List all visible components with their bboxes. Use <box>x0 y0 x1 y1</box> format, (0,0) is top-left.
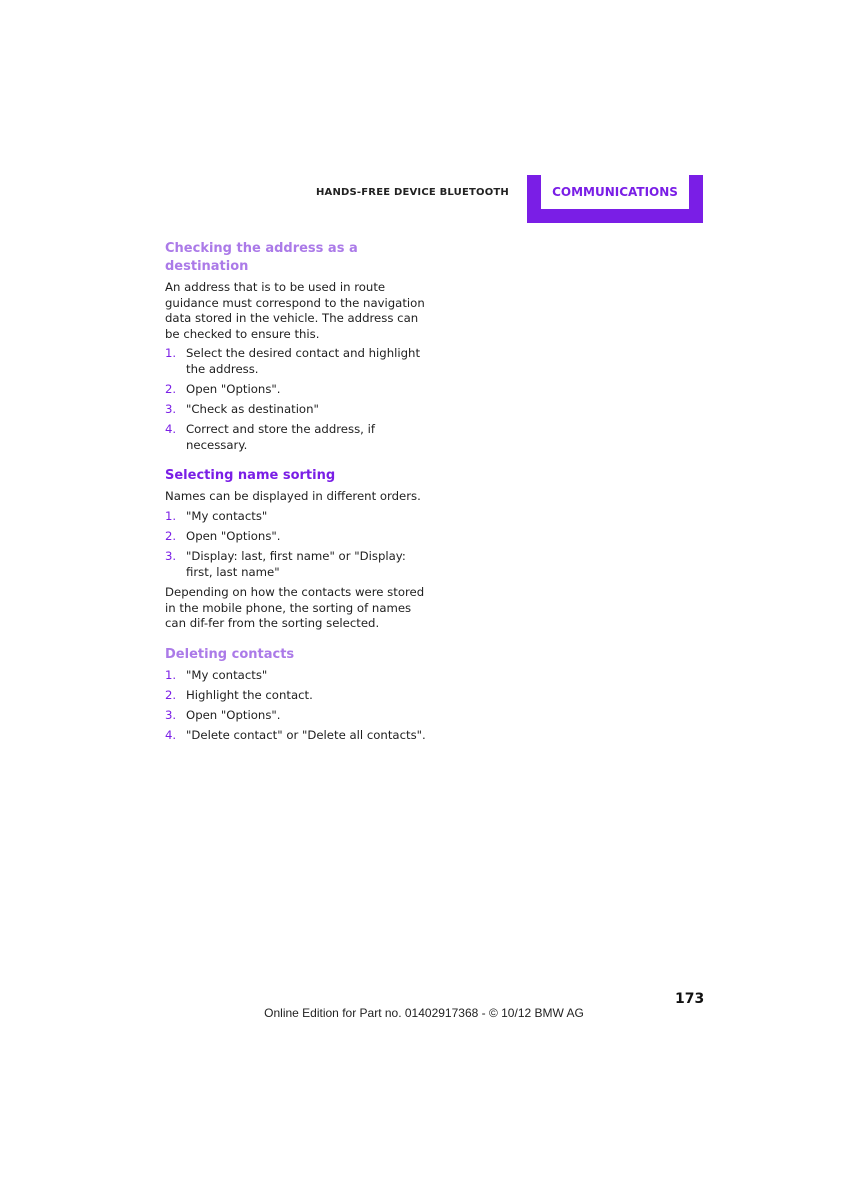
section-title: Checking the address as a destination <box>165 241 358 274</box>
step-number: 1. <box>165 509 177 524</box>
steps-list <box>165 668 427 744</box>
list-item <box>165 346 427 377</box>
step-text: "My contacts" <box>186 667 268 682</box>
step-number: 4. <box>165 422 177 437</box>
step-number: 3. <box>165 402 177 417</box>
step-number: 1. <box>165 667 177 682</box>
step-number: 2. <box>165 529 177 544</box>
list-item <box>165 668 427 684</box>
list-item <box>165 728 427 744</box>
steps-list <box>165 509 427 580</box>
section-title: Deleting contacts <box>165 646 295 662</box>
step-text: "My contacts" <box>186 509 268 524</box>
list-item <box>165 549 427 580</box>
step-text: Open "Options". <box>186 707 281 722</box>
step-text: "Delete contact" or "Delete all contacts". <box>186 727 426 742</box>
section-deleting-contacts <box>165 646 427 744</box>
step-number: 2. <box>165 687 177 702</box>
list-item <box>165 529 427 545</box>
step-text: Highlight the contact. <box>186 687 313 702</box>
step-text: Select the desired contact and highlight the address. <box>186 346 421 376</box>
step-text: Open "Options". <box>186 529 281 544</box>
chapter-tab-inner <box>541 175 689 209</box>
list-item <box>165 402 427 418</box>
step-number: 1. <box>165 346 177 361</box>
steps-list <box>165 346 427 453</box>
list-item <box>165 708 427 724</box>
chapter-tab-label: COMMUNICATIONS <box>552 185 678 199</box>
chapter-tab <box>527 175 703 223</box>
section-header: HANDS-FREE DEVICE BLUETOOTH <box>315 187 509 198</box>
page-number: 173 <box>675 991 705 1007</box>
section-check-address <box>165 240 427 453</box>
step-number: 2. <box>165 382 177 397</box>
list-item <box>165 422 427 453</box>
section-note: Depending on how the contacts were stored in the mobile phone, the sorting of names can dif-fer from the sorting selected. <box>165 584 425 631</box>
section-intro: An address that is to be used in route guidance must correspond to the navigation data stored in the vehicle. The address can be checked to ensure this. <box>165 280 425 341</box>
content-column <box>165 240 427 758</box>
step-text: "Check as destination" <box>186 402 319 417</box>
list-item <box>165 509 427 525</box>
section-title: Selecting name sorting <box>165 468 336 484</box>
step-number: 3. <box>165 707 177 722</box>
list-item <box>165 382 427 398</box>
list-item <box>165 688 427 704</box>
section-name-sorting <box>165 467 427 631</box>
step-text: Open "Options". <box>186 382 281 397</box>
step-text: "Display: last, first name" or "Display: first, last name" <box>186 549 406 579</box>
section-intro: Names can be displayed in different orders. <box>165 489 421 504</box>
footer-edition: Online Edition for Part no. 01402917368 - © 10/12 BMW AG <box>264 1006 584 1020</box>
step-number: 4. <box>165 727 177 742</box>
step-text: Correct and store the address, if necessary. <box>186 422 375 452</box>
step-number: 3. <box>165 549 177 564</box>
